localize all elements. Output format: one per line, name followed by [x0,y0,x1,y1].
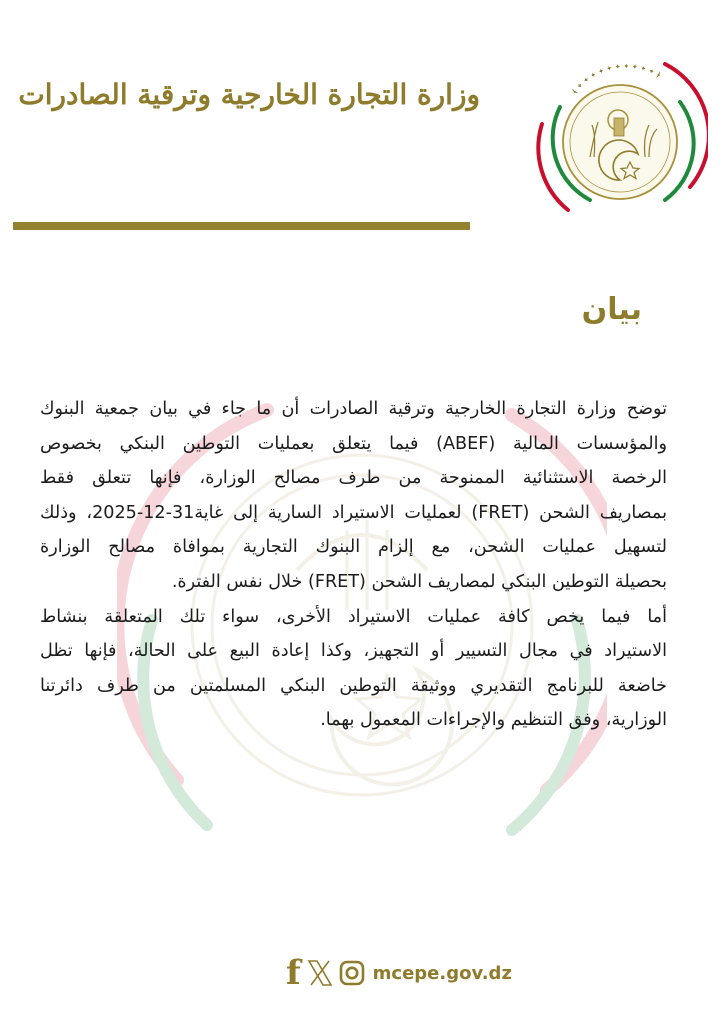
x-icon[interactable] [307,959,333,987]
facebook-icon[interactable]: f [286,953,301,993]
body-line: بحصيلة التوطين البنكي لمصاريف الشحن (FRET) خلال نفس الفترة. [171,571,667,592]
ministry-logo-seal [530,62,708,220]
statement-title [0,292,664,327]
body-line: الوزارية، وفق التنظيم والإجراءات المعمول بهما. [320,710,667,731]
body-line: لتسهيل عمليات الشحن، مع إلزام البنوك التجارية بموافاة مصالح الوزارة [40,537,667,558]
footer-social [286,953,512,993]
header-divider [13,222,470,230]
body-line: أما فيما يخص كافة عمليات الاستيراد الأخرى، سواء تلك المتعلقة بنشاط [40,606,667,627]
statement-title-text: بيان [581,292,642,327]
body-line: توضح وزارة التجارة الخارجية وترقية الصادرات أن ما جاء في بيان جمعية البنوك [40,399,667,419]
body-line: الاستيراد في مجال التسيير أو التجهيز، وكذا إعادة البيع على الحالة، فإنها تظل [40,641,667,662]
svg-text:﴾ ✦ ✦ ✦ ✦ ✦ ✦ ✦ ✦ ✦ ✦ ﴿: ﴾ ✦ ✦ ✦ ✦ ✦ ✦ ✦ ✦ ✦ ✦ ﴿ [570,62,663,96]
body-line: خاضعة للبرنامج التقديري ووثيقة التوطين البنكي المسلمتين من طرف دائرتنا [40,675,667,696]
ministry-name-heading: وزارة التجارة الخارجية وترقية الصادرات [18,78,480,111]
instagram-icon[interactable] [339,960,365,986]
body-line: والمؤسسات المالية (ABEF) فيما يتعلق بعمليات التوطين البنكي بخصوص [40,433,667,454]
body-line: الرخصة الاستثنائية الممنوحة من طرف مصالح الوزارة، فإنها تتعلق فقط [40,468,667,489]
statement-body [40,392,667,738]
website-link[interactable]: mcepe.gov.dz [372,962,512,984]
body-line: بمصاريف الشحن (FRET) لعمليات الاستيراد السارية إلى غاية31-12-2025، وذلك [40,502,667,523]
